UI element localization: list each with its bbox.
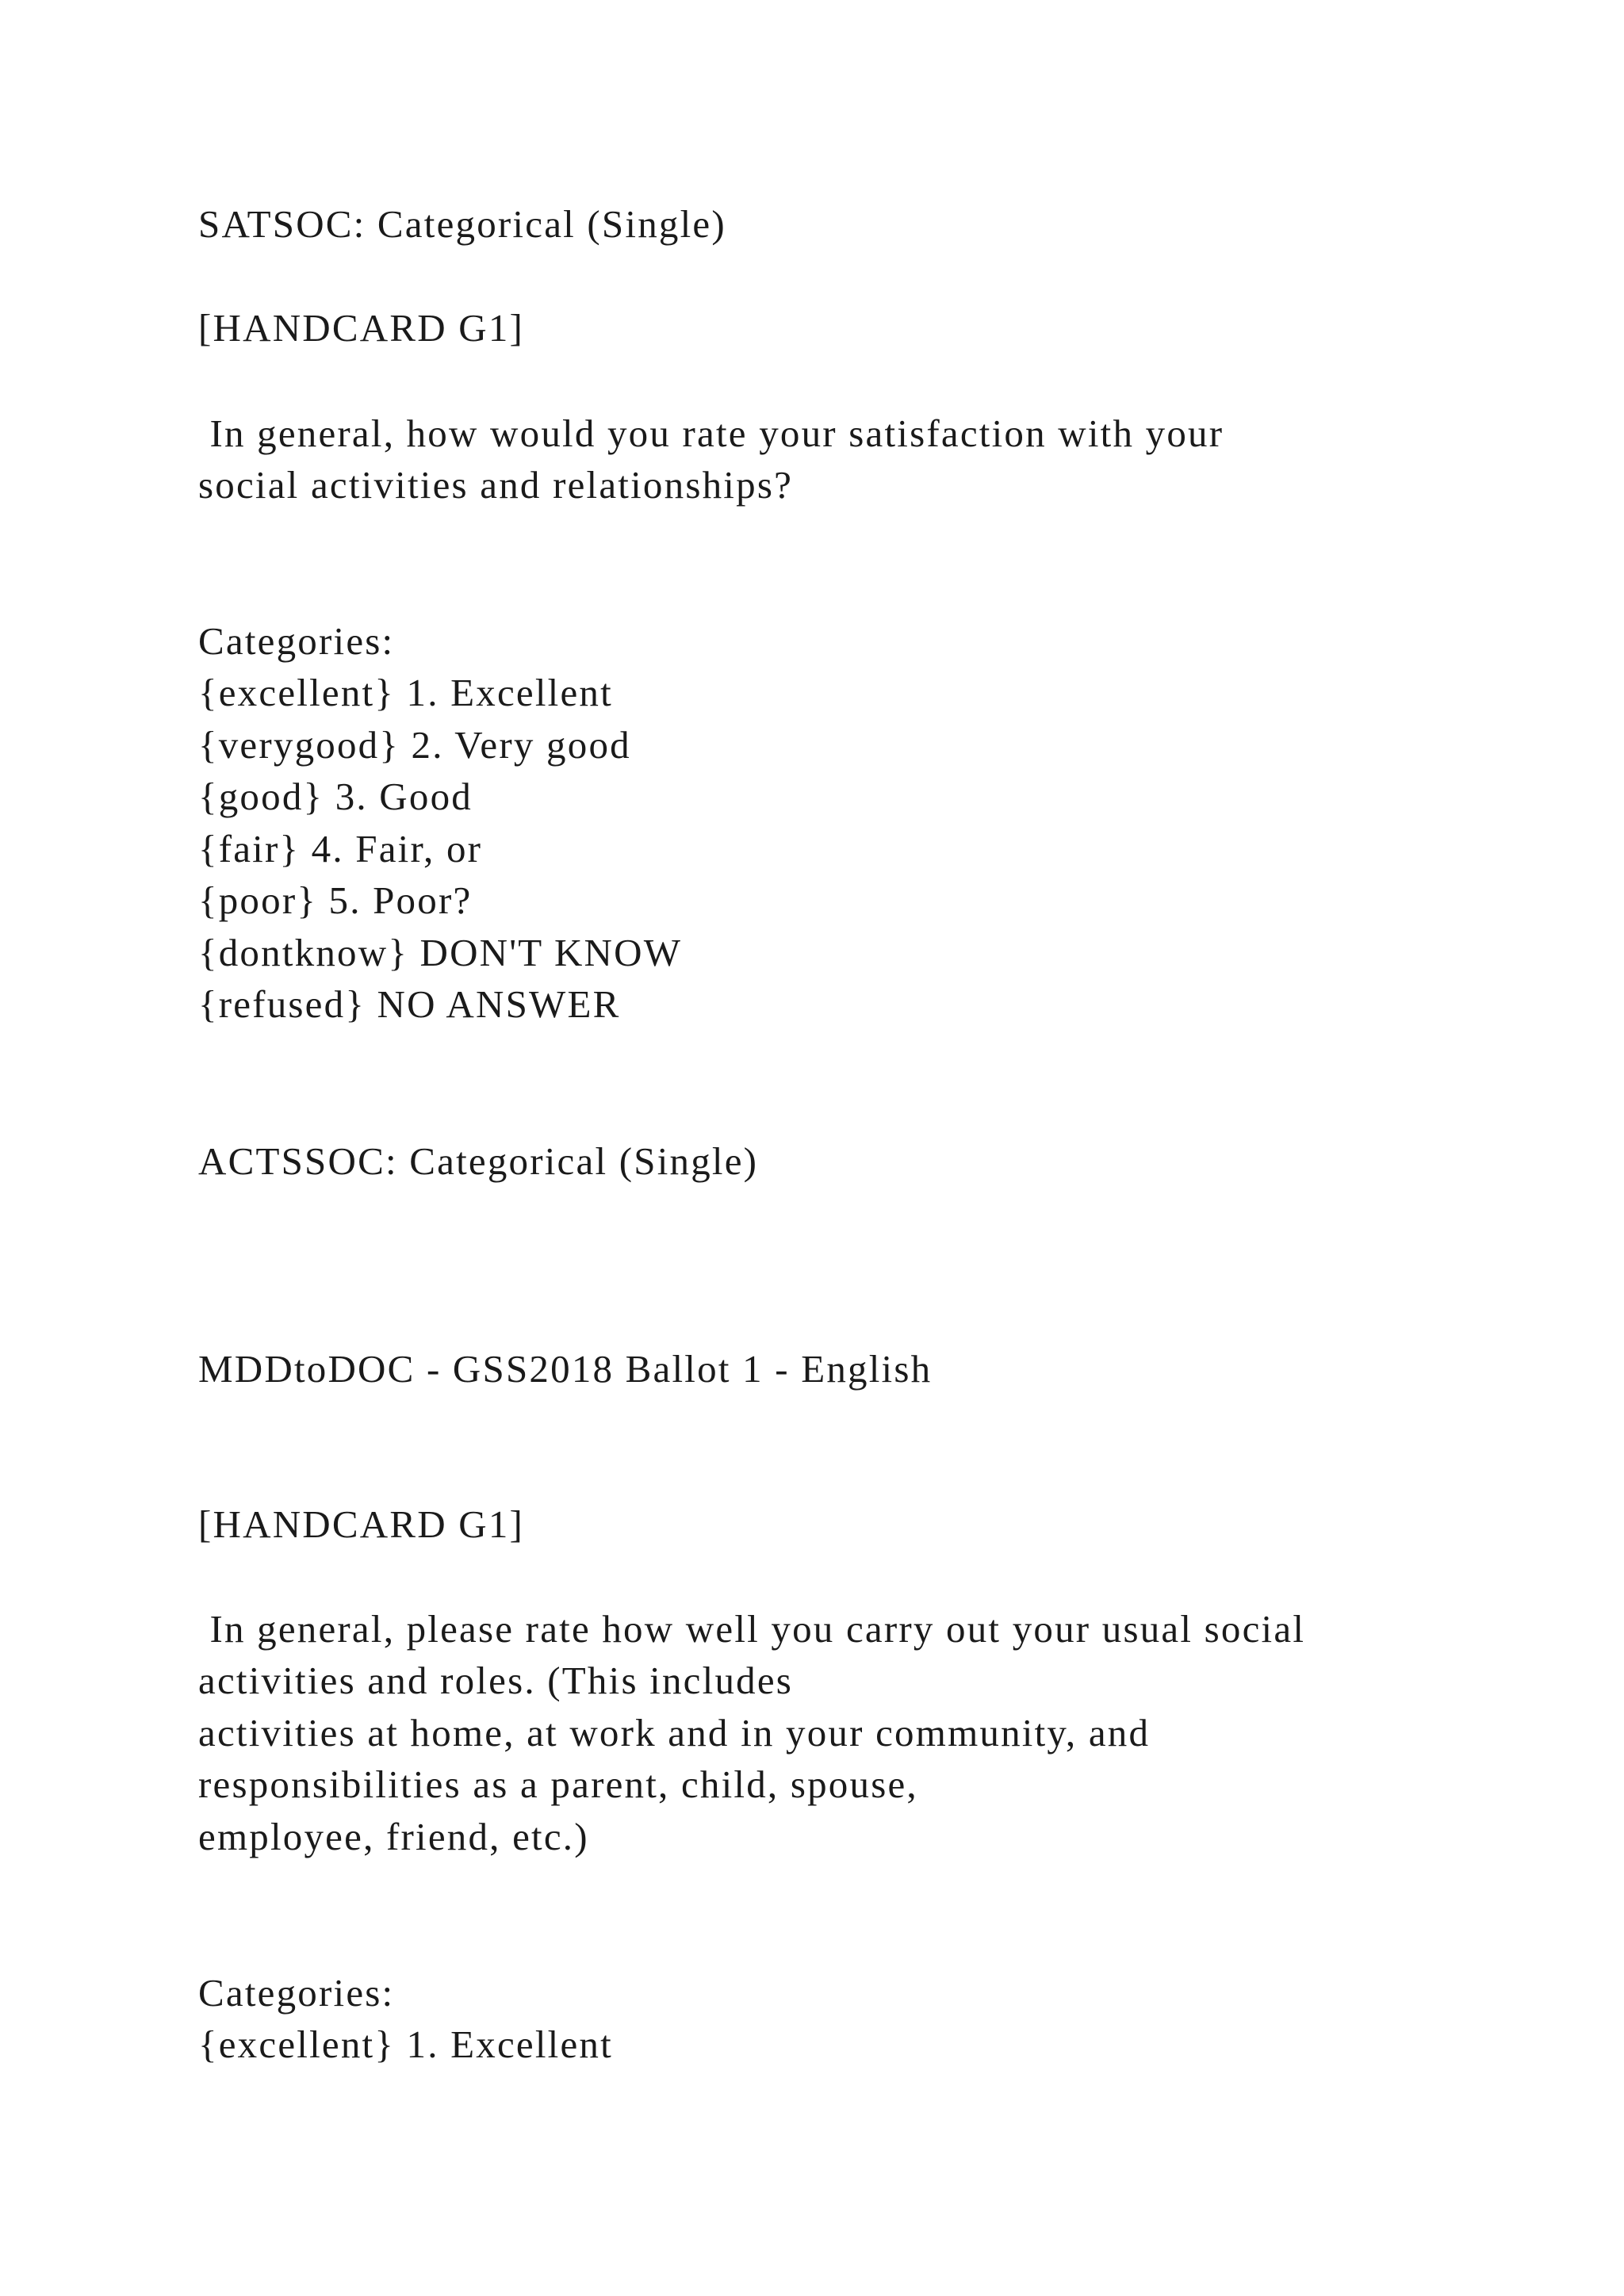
category-option: {verygood} 2. Very good [198, 723, 631, 767]
section-header-satsoc: SATSOC: Categorical (Single) [198, 202, 726, 246]
category-option: {poor} 5. Poor? [198, 878, 473, 922]
section-header-actssoc: ACTSSOC: Categorical (Single) [198, 1139, 759, 1183]
category-option: {dontknow} DON'T KNOW [198, 931, 683, 974]
question-text-line: In general, please rate how well you carry out your usual social [198, 1607, 1306, 1651]
handcard-label: [HANDCARD G1] [198, 1502, 525, 1546]
question-text-line: activities and roles. (This includes [198, 1659, 794, 1702]
category-option: {excellent} 1. Excellent [198, 2022, 613, 2066]
category-option: {fair} 4. Fair, or [198, 827, 483, 871]
categories-label: Categories: [198, 1971, 395, 2015]
question-text-line: social activities and relationships? [198, 463, 794, 507]
question-text-line: employee, friend, etc.) [198, 1815, 589, 1858]
category-option: {refused} NO ANSWER [198, 982, 621, 1026]
question-text-line: responsibilities as a parent, child, spouse, [198, 1762, 918, 1806]
category-option: {good} 3. Good [198, 775, 473, 818]
category-option: {excellent} 1. Excellent [198, 671, 613, 714]
question-text-line: activities at home, at work and in your community, and [198, 1711, 1151, 1755]
document-source-line: MDDtoDOC - GSS2018 Ballot 1 - English [198, 1347, 933, 1391]
handcard-label: [HANDCARD G1] [198, 306, 525, 350]
categories-label: Categories: [198, 619, 395, 663]
question-text-line: In general, how would you rate your satisfaction with your [198, 411, 1224, 455]
